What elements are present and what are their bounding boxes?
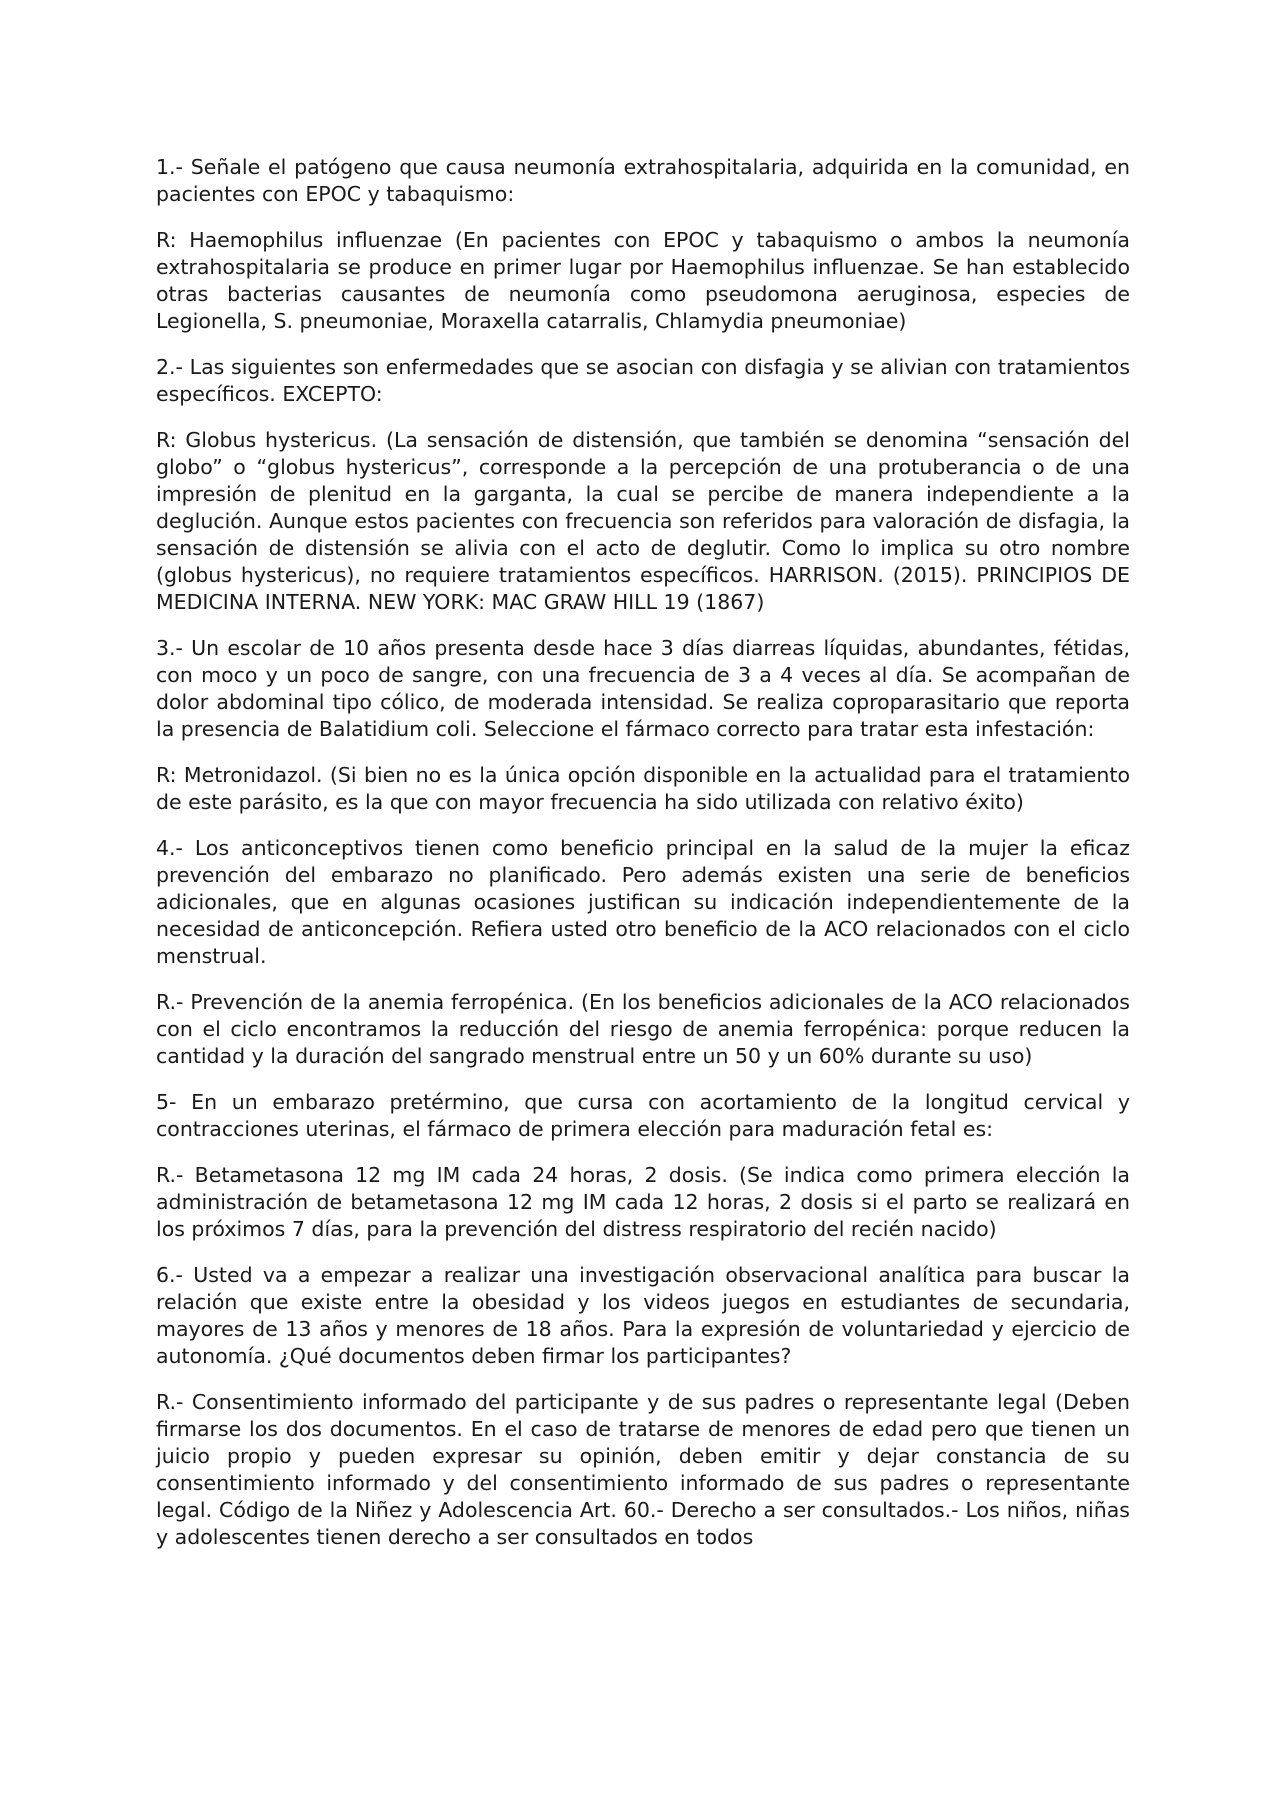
- answer-6: R.- Consentimiento informado del participante y de sus padres o representante legal (Deben firmarse los dos documentos. En el caso de tratarse de menores de edad pero que tienen un juicio propio y pueden expresar su opinión, deben emitir y dejar constancia de su consentimiento informado y del consentimiento informado de sus padres o representante legal. Código de la Niñez y Adolescencia Art. 60.- Derecho a ser consultados.- Los niños, niñas y adolescentes tienen derecho a ser consultados en todos: [156, 1390, 1130, 1549]
- question-5: 5- En un embarazo pretérmino, que cursa con acortamiento de la longitud cervical y contracciones uterinas, el fármaco de primera elección para maduración fetal es:: [156, 1090, 1130, 1141]
- question-2: 2.- Las siguientes son enfermedades que se asocian con disfagia y se alivian con tratamientos específicos. EXCEPTO:: [156, 355, 1130, 406]
- answer-1: R: Haemophilus influenzae (En pacientes con EPOC y tabaquismo o ambos la neumonía extrahospitalaria se produce en primer lugar por Haemophilus influenzae. Se han establecido otras bacterias causantes de neumonía como pseudomona aeruginosa, especies de Legionella, S. pneumoniae, Moraxella catarralis, Chlamydia pneumoniae): [156, 228, 1130, 333]
- question-3: 3.- Un escolar de 10 años presenta desde hace 3 días diarreas líquidas, abundantes, fétidas, con moco y un poco de sangre, con una frecuencia de 3 a 4 veces al día. Se acompañan de dolor abdominal tipo cólico, de moderada intensidad. Se realiza coproparasitario que reporta la presencia de Balatidium coli. Seleccione el fármaco correcto para tratar esta infestación:: [156, 636, 1130, 741]
- answer-4: R.- Prevención de la anemia ferropénica. (En los beneficios adicionales de la ACO relacionados con el ciclo encontramos la reducción del riesgo de anemia ferropénica: porque reducen la cantidad y la duración del sangrado menstrual entre un 50 y un 60% durante su uso): [156, 990, 1130, 1068]
- answer-3: R: Metronidazol. (Si bien no es la única opción disponible en la actualidad para el tratamiento de este parásito, es la que con mayor frecuencia ha sido utilizada con relativo éxito): [156, 763, 1130, 814]
- question-1: 1.- Señale el patógeno que causa neumonía extrahospitalaria, adquirida en la comunidad, en pacientes con EPOC y tabaquismo:: [156, 155, 1130, 206]
- question-6: 6.- Usted va a empezar a realizar una investigación observacional analítica para buscar la relación que existe entre la obesidad y los videos juegos en estudiantes de secundaria, mayores de 13 años y menores de 18 años. Para la expresión de voluntariedad y ejercicio de autonomía. ¿Qué documentos deben firmar los participantes?: [156, 1263, 1130, 1368]
- answer-2: R: Globus hystericus. (La sensación de distensión, que también se denomina “sensación del globo” o “globus hystericus”, corresponde a la percepción de una protuberancia o de una impresión de plenitud en la garganta, la cual se percibe de manera independiente a la deglución. Aunque estos pacientes con frecuencia son referidos para valoración de disfagia, la sensación de distensión se alivia con el acto de deglutir. Como lo implica su otro nombre (globus hystericus), no requiere tratamientos específicos. HARRISON. (2015). PRINCIPIOS DE MEDICINA INTERNA. NEW YORK: MAC GRAW HILL 19 (1867): [156, 428, 1130, 614]
- answer-5: R.- Betametasona 12 mg IM cada 24 horas, 2 dosis. (Se indica como primera elección la administración de betametasona 12 mg IM cada 12 horas, 2 dosis si el parto se realizará en los próximos 7 días, para la prevención del distress respiratorio del recién nacido): [156, 1163, 1130, 1241]
- document-page: [156, 154, 1130, 1570]
- question-4: 4.- Los anticonceptivos tienen como beneficio principal en la salud de la mujer la eficaz prevención del embarazo no planificado. Pero además existen una serie de beneficios adicionales, que en algunas ocasiones justifican su indicación independientemente de la necesidad de anticoncepción. Refiera usted otro beneficio de la ACO relacionados con el ciclo menstrual.: [156, 836, 1130, 968]
